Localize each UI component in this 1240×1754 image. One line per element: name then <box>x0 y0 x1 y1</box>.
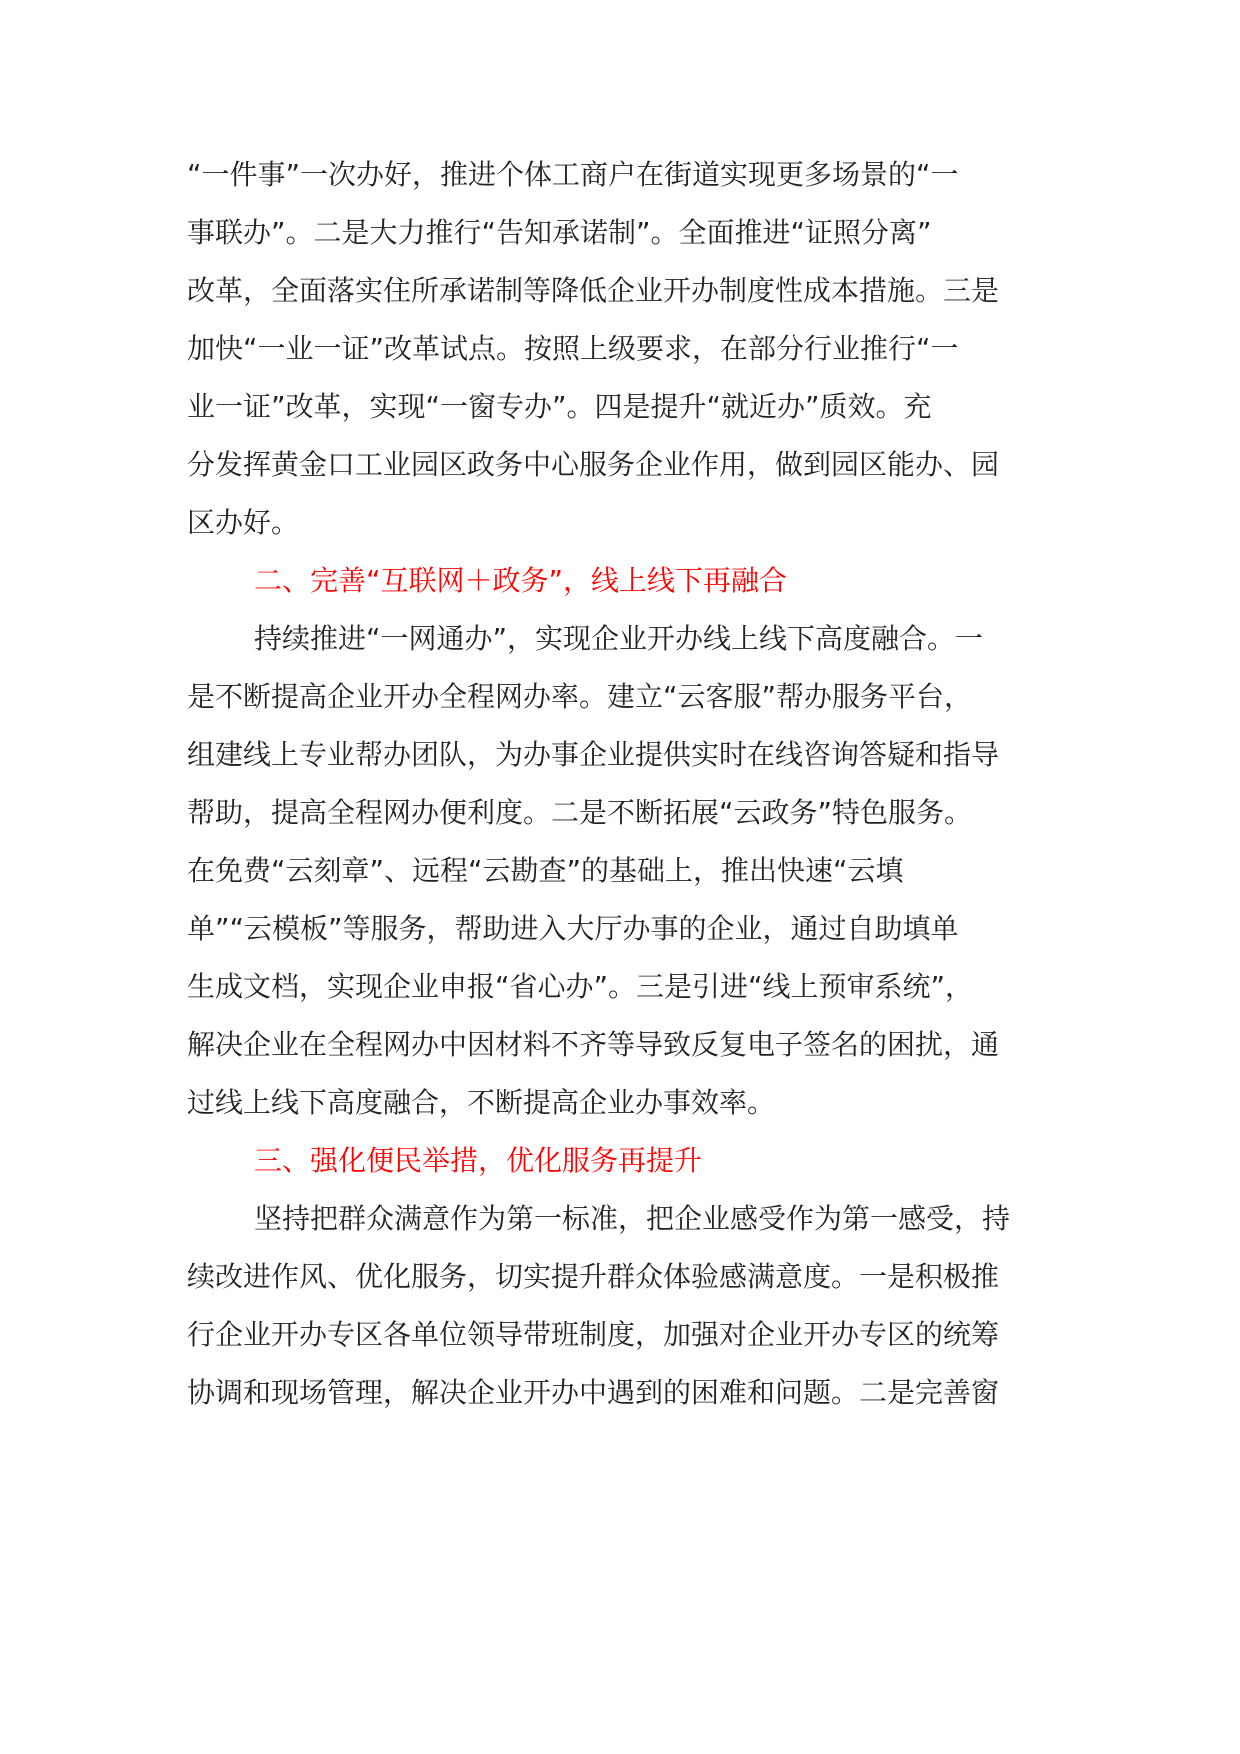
paragraph-line: 协调和现场管理，解决企业开办中遇到的困难和问题。二是完善窗 <box>187 1376 1000 1409</box>
paragraph-line: 续改进作风、优化服务，切实提升群众体验感满意度。一是积极推 <box>187 1260 1000 1293</box>
paragraph-line: “一件事”一次办好，推进个体工商户在街道实现更多场景的“一 <box>187 158 959 191</box>
paragraph-line: 行企业开办专区各单位领导带班制度，加强对企业开办专区的统筹 <box>187 1318 1000 1351</box>
paragraph-line: 改革，全面落实住所承诺制等降低企业开办制度性成本措施。三是 <box>187 274 1000 307</box>
paragraph-line: 业一证”改革，实现“一窗专办”。四是提升“就近办”质效。充 <box>187 390 932 423</box>
paragraph-line: 解决企业在全程网办中因材料不齐等导致反复电子签名的困扰，通 <box>187 1028 1000 1061</box>
paragraph-line: 帮助，提高全程网办便利度。二是不断拓展“云政务”特色服务。 <box>187 796 973 829</box>
paragraph-line: 生成文档，实现企业申报“省心办”。三是引进“线上预审系统”， <box>187 970 974 1003</box>
paragraph-line: 单”“云模板”等服务，帮助进入大厅办事的企业，通过自助填单 <box>187 912 959 945</box>
paragraph-line: 持续推进“一网通办”，实现企业开办线上线下高度融合。一 <box>254 622 984 655</box>
paragraph-line: 加快“一业一证”改革试点。按照上级要求，在部分行业推行“一 <box>187 332 959 365</box>
paragraph-line: 区办好。 <box>187 506 300 539</box>
section-heading: 三、强化便民举措，优化服务再提升 <box>254 1144 703 1177</box>
paragraph-line: 过线上线下高度融合，不断提高企业办事效率。 <box>187 1086 776 1119</box>
paragraph-line: 坚持把群众满意作为第一标准，把企业感受作为第一感受，持 <box>254 1202 1011 1235</box>
paragraph-line: 事联办”。二是大力推行“告知承诺制”。全面推进“证照分离” <box>187 216 932 249</box>
paragraph-line: 在免费“云刻章”、远程“云勘查”的基础上，推出快速“云填 <box>187 854 904 887</box>
paragraph-line: 是不断提高企业开办全程网办率。建立“云客服”帮办服务平台， <box>187 680 973 713</box>
paragraph-line: 组建线上专业帮办团队，为办事企业提供实时在线咨询答疑和指导 <box>187 738 1000 771</box>
section-heading: 二、完善“互联网＋政务”，线上线下再融合 <box>254 564 788 597</box>
paragraph-line: 分发挥黄金口工业园区政务中心服务企业作用，做到园区能办、园 <box>187 448 1000 481</box>
